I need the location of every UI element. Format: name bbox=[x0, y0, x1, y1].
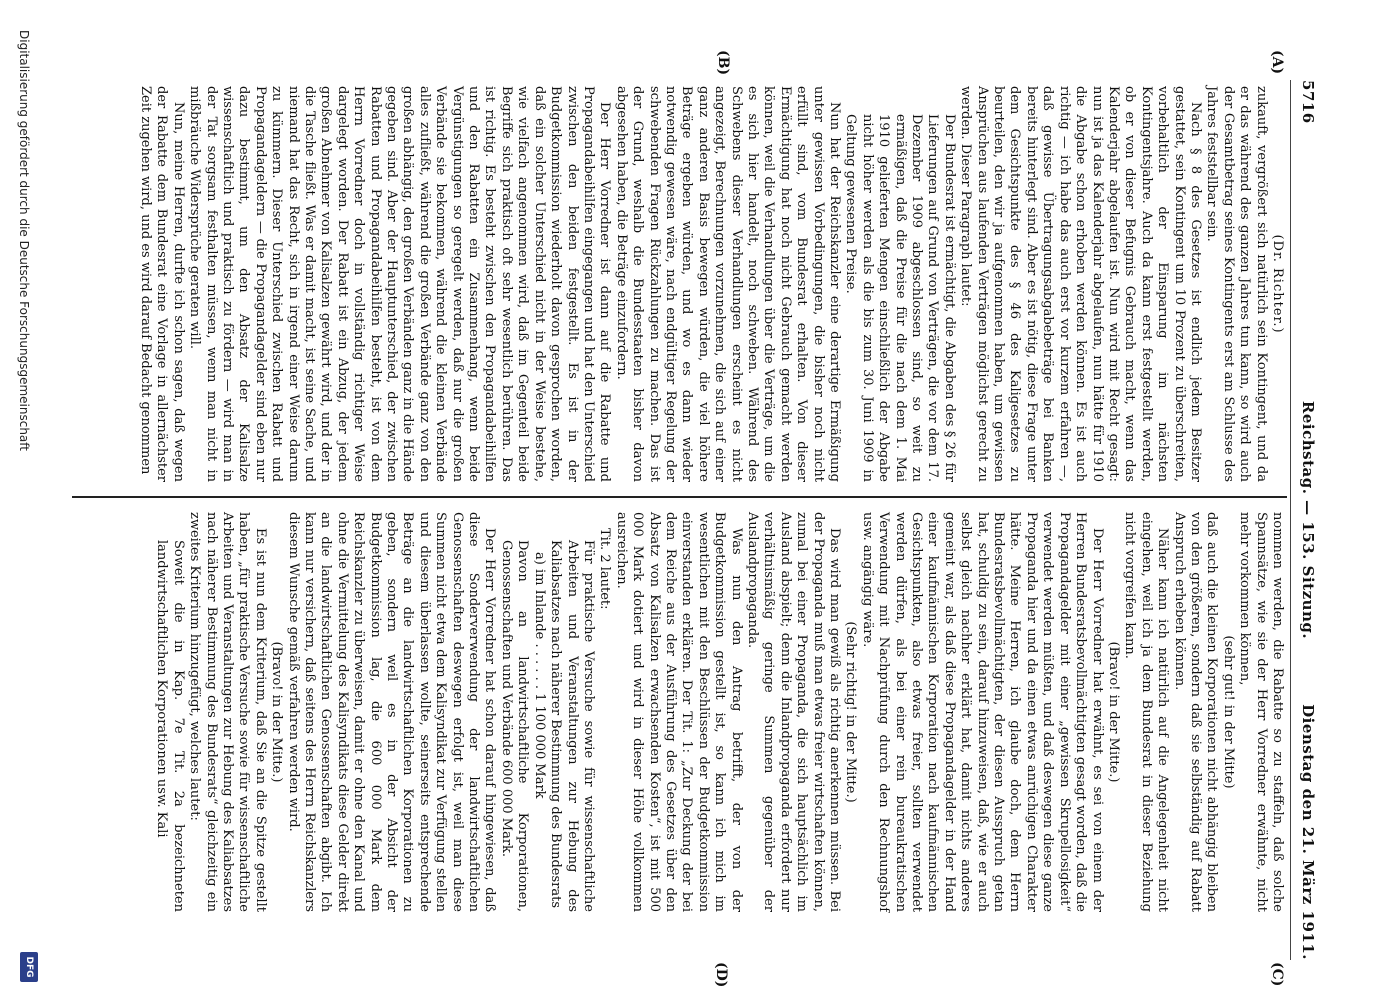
paragraph: Tit. 2 lautet: bbox=[597, 528, 613, 610]
margin-mark-c: (C) bbox=[1269, 962, 1285, 987]
paragraph: Der Herr Vorredner ist dann auf die Rabatte und Propagandabeihilfen eingegangen und hat den Unterschied zwischen den beiden festgestellt. Es ist in der Budgetkommission wiederholt davon gesprochen worden, daß ein solcher Unterschied nicht in der Weise bestehe, wie vielfach angenommen wird, daß im Gegenteil beide Begriffe sich praktisch oft sehr wesentlich berühren. Das ist richtig. Es besteht zwischen den Propagandabeihilfen und den Rabatten ein Zusammenhang, wenn beide Vergünstigungen so geregelt werden, daß nur die großen Verbände sie bekommen, während die kleinen Verbände alles zufließt, während die großen Verbände ganz von den großen abhängig, den großen Verbänden ganz in die Hände gegeben sind. Aber der Hauptunterschied, der zwischen Rabatten und Propagandabeihilfen besteht, ist von dem Herrn Vorredner doch in vollständig richtiger Weise dargelegt worden. Der Rabatt ist ein Abzug, der jedem großen Abnehmer von Kalisalzen gewährt wird, und der in die Tasche fließt. Was er damit macht, ist seine Sache, und niemand hat das Recht, sich in irgend einer Weise darum zu kümmern. Dieser Unterschied zwischen Rabatt und Propagandageldern — die Propagandagelder sind eben nur dazu bestimmt, um den Absatz der Kalisalze wissenschaftlich und praktisch zu fördern — wird man in der Tat sorgsam festhalten müssen, wenn man nicht in mißbräuche Widersprüche geraten will. bbox=[187, 86, 613, 482]
quoted-paragraph: Davon an landwirtschaftliche Korporationen, Genossenschaften und Verbände 600 000 Mark. bbox=[498, 540, 531, 912]
interjection: (sehr gut! in der Mitte) bbox=[1220, 635, 1236, 789]
interjection: (Sehr richtig! in der Mitte.) bbox=[843, 621, 859, 803]
speaker-label: (Dr. Richter.) bbox=[1270, 234, 1285, 334]
paragraph: nommen werden, die Rabatte so zu staffeln, daß solche Spannsätze, wie sie der Herr Vorredner erwähnte, nicht mehr vorkommen können, bbox=[1237, 512, 1285, 912]
quoted-paragraph: Soweit die in Kap. 7e Tit. 2a bezeichneten landwirtschaftlichen Korporationen usw. Kali bbox=[154, 540, 186, 912]
page-number: 5716 bbox=[1299, 80, 1317, 124]
margin-mark-a: (A) bbox=[1269, 50, 1285, 75]
header-rule bbox=[1290, 80, 1291, 960]
page-header bbox=[1291, 80, 1317, 960]
column-divider bbox=[72, 496, 1287, 498]
interjection: (Bravo! in der Mitte.) bbox=[269, 641, 285, 783]
margin-mark-b: (B) bbox=[715, 50, 731, 76]
paragraph: Der Herr Vorredner hat schon darauf hingewiesen, daß diese Sonderverwendung der landwirtschaftlichen Genossenschaften deswegen erfolgt ist, weil man diese Summen nicht etwa dem Kalisyndikat zur Verfügung stellen und diesem überlassen wollte, seinerseits entsprechende Beträge an die landwirtschaftlichen Korporationen zu geben, sondern weil es in der Absicht der Budgetkommission lag, die 600 000 Mark dem Reichskanzler zu überweisen, damit er ohne den Kanal und ohne die Vermittelung des Kalisyndikats diese Gelder direkt an die landwirtschaftlichen Genossenschaften abgibt. Ich kann nur versichern, daß seitens des Herrn Reichskanzlers diesem Wunsche gemäß verfahren werden wird. bbox=[285, 512, 498, 912]
funding-note: Digitalisierung gefördert durch die Deutsche Forschungsgemeinschaft bbox=[17, 30, 31, 452]
paragraph: Näher kann ich natürlich auf die Angelegenheit nicht eingehen, weil ich ja dem Bundesrat in dieser Beziehung nicht vorgreifen kann. bbox=[1122, 512, 1171, 912]
budget-line: a) im Inlande . . . . . . 1 100 000 Mark bbox=[531, 552, 547, 799]
paragraph: zukauft, vergrößert sich natürlich sein Kontingent, und da er das während des ganzen Jahres tun kann, so wird auch der Gesamtbetrag seines Kontingents erst am Schlusse des Jahres feststellbar sein. bbox=[1204, 86, 1269, 482]
paragraph: Nun, meine Herren, durfte ich schon sagen, daß wegen der Rabatte dem Bundesrat eine Vorlage in allernächster Zeit zugehen wird, und es wird darauf Bedacht genommen bbox=[137, 86, 186, 482]
paragraph: Das wird man gewiß als richtig anerkennen müssen. Bei der Propaganda muß man etwas freier wirtschaften können, zumal bei einer Propaganda, die sich hauptsächlich im Ausland abspielt; denn die Inlandpropaganda erfordert nur verhältnismäßig geringe Summen gegenüber der Auslandpropaganda. bbox=[745, 512, 843, 912]
quoted-paragraph: Für praktische Versuche sowie für wissenschaftliche Arbeiten und Veranstaltungen zur Hebung des Kaliabsatzes nach näherer Bestimmung des Bundesrats bbox=[548, 540, 596, 912]
paragraph: Was nun den Antrag betrifft, der von der Budgetkommission gestellt ist, so kann ich mich im wesentlichen mit den Beschlüssen der Budgetkommission einverstanden erklären. Der Tit. 1: „Zur Deckung der bei dem Reiche aus der Ausführung des Gesetzes über den Absatz von Kalisalzen erwachsenden Kosten“, ist mit 500 000 Mark dotiert und wird in dieser Höhe vollkommen ausreichen. bbox=[613, 512, 744, 912]
session-date: Dienstag den 21. März 1911. bbox=[1299, 704, 1317, 960]
left-column bbox=[137, 86, 1285, 482]
interjection: (Bravo! in der Mitte.) bbox=[1105, 641, 1121, 783]
right-column bbox=[153, 512, 1285, 912]
paragraph: Es ist nun dem Kriterium, daß Sie an die Spitze gestellt haben, „für praktische Versuche sowie für wissenschaftliche Arbeiten und Veranstaltungen zur Hebung des Kaliabsatzes nach näherer Bestimmung des Bundesrats“ gleichzeitig ein zweites Kriterium hinzugefügt, welches lautet: bbox=[187, 512, 268, 912]
paragraph: daß auch die kleinen Korporationen nicht abhängig bleiben von den größeren, sondern daß sie selbständig auf Rabatt Anspruch erheben können. bbox=[1171, 512, 1220, 912]
quoted-paragraph: Der Bundesrat ist ermächtigt, die Abgaben des § 26 für Lieferungen auf Grund von Verträgen, die vor dem 17. Dezember 1909 abgeschlossen sind, so weit zu ermäßigen, daß die Preise für die nach dem 1. Mai 1910 gelieferten Mengen einschließlich der Abgabe nicht höher werden als die bis zum 30. Juni 1909 in Geltung gewesenen Preise. bbox=[843, 114, 957, 482]
session-title: Reichstag. — 153. Sitzung. bbox=[1299, 400, 1317, 640]
paragraph: Nach § 8 des Gesetzes ist endlich jedem Besitzer gestattet, sein Kontingent um 10 Prozent zu überschreiten, vorbehaltlich der Einsparung im nächsten Kontingentsjahre. Auch da kann erst festgestellt werden, ob er von dieser Befugnis Gebrauch macht, wenn das Kalenderjahr abgelaufen ist. Nun wird mit Recht gesagt: nun ist ja das Kalenderjahr abgelaufen, nun hätte für 1910 die Abgabe schon erhoben werden können. Es ist auch richtig — ich habe das auch erst vor kurzem erfahren —, daß gewisse Übertragungsabgabebeträge bei Banken bereits hinterlegt sind. Aber es ist nötig, diese Frage unter dem Gesichtspunkte des § 46 des Kaligesetzes zu beurteilen, den wir ja aufgenommen haben, um gewissen Ansprüchen aus laufenden Verträgen möglichst gerecht zu werden. Dieser Paragraph lautet: bbox=[958, 86, 1203, 482]
paragraph: Nun hat der Reichskanzler eine derartige Ermäßigung unter gewissen Vorbedingungen, die bisher noch nicht erfüllt sind, vom Bundesrat erhalten. Von dieser Ermächtigung hat noch nicht Gebrauch gemacht werden können, weil die Verhandlungen über die Verträge, um die es sich hier handelt, noch schweben. Während des Schwebens dieser Verhandlungen erscheint es nicht angezeigt, Berechnungen vorzunehmen, die sich auf einer ganz anderen Basis bewegen würden, die viel höhere Beträge ergeben würden, und wo es dann wieder notwendig gewesen wäre, nach endgültiger Regelung der schwebenden Fragen Rückzahlungen zu machen. Das ist der Grund, weshalb die Bundesstaaten bisher davon abgesehen haben, die Beträge einzufordern. bbox=[613, 86, 843, 482]
dfg-logo: DFG bbox=[20, 952, 38, 982]
margin-mark-d: (D) bbox=[713, 962, 729, 988]
paragraph: Der Herr Vorredner hat erwähnt, es sei von einem der Herren Bundesratsbevollmächtigten gesagt worden, daß die Propagandagelder mit einer „gewissen Skrupellosigkeit“ verwendet werden müßten, und daß deswegen diese ganze Propaganda hier und da einen etwas anrüchigen Charakter hätte. Meine Herren, ich glaube doch, dem Herrn Bundesratsbevollmächtigten, der diesen Ausspruch getan hat, schuldig zu sein, darauf hinzuweisen, daß, wie er auch selbst gleich nachher erklärt hat, damit nichts anderes gemeint war, als daß diese Propagandagelder in der Hand einer kaufmännischen Korporation nach kaufmännischen Gesichtspunkten, also etwas freier, sollten verwendet werden dürfen, als bei einer rein bureaukratischen Verwendung mit Nachprüfung durch den Rechnungshof usw. angängig wäre. bbox=[859, 512, 1105, 912]
